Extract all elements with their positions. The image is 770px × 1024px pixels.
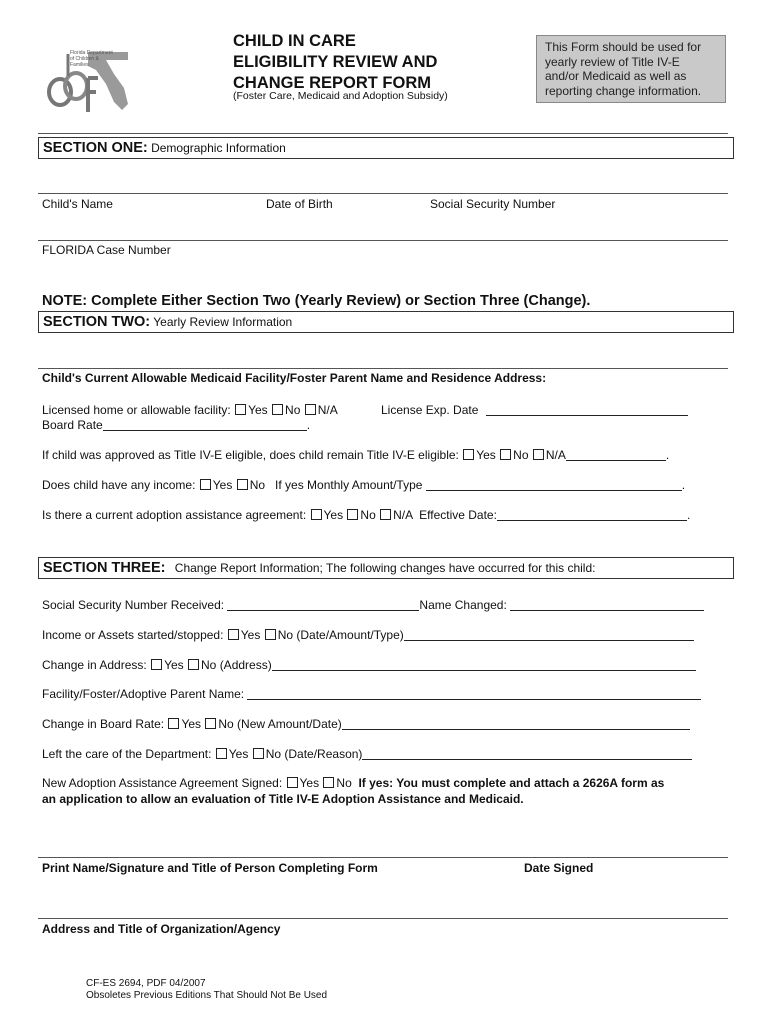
period: . (686, 508, 691, 522)
income-assets-input[interactable] (404, 629, 694, 641)
left-care-no-checkbox[interactable] (253, 748, 264, 759)
title-ive-yes-checkbox[interactable] (463, 449, 474, 460)
licensed-no-checkbox[interactable] (272, 404, 283, 415)
adoption-yes-checkbox[interactable] (311, 509, 322, 520)
facility-parent-input[interactable] (247, 688, 701, 700)
license-exp-label: License Exp. Date (381, 403, 479, 417)
title-line-3: CHANGE REPORT FORM (233, 74, 431, 92)
form-id: CF-ES 2694, PDF 04/2007 (86, 978, 206, 989)
new-adoption-row (42, 776, 664, 790)
yes-label: Yes (181, 717, 202, 731)
na-label: N/A (545, 448, 566, 462)
board-rate-yes-checkbox[interactable] (168, 718, 179, 729)
board-rate-input[interactable] (103, 419, 307, 431)
new-adoption-no-checkbox[interactable] (323, 777, 334, 788)
case-number-label: FLORIDA Case Number (42, 243, 171, 257)
print-name-label: Print Name/Signature and Title of Person Completing Form (42, 861, 378, 875)
no-label: No (513, 448, 529, 462)
ssn-received-input[interactable] (227, 599, 419, 611)
adoption-instruction-1: If yes: You must complete and attach a 2626A form as (358, 776, 665, 790)
ssn-received-label: Social Security Number Received: (42, 598, 225, 612)
facility-field-line[interactable] (38, 368, 728, 369)
new-amount-label: No (New Amount/Date) (218, 717, 342, 731)
income-yes-checkbox[interactable] (200, 479, 211, 490)
adoption-question: Is there a current adoption assistance agreement: (42, 508, 307, 522)
facility-parent-label: Facility/Foster/Adoptive Parent Name: (42, 687, 245, 701)
left-care-yes-checkbox[interactable] (216, 748, 227, 759)
address-field-line[interactable] (38, 918, 728, 919)
yes-label: Yes (476, 448, 496, 462)
yes-label: Yes (228, 747, 249, 761)
section-instruction-note: NOTE: Complete Either Section Two (Yearly Review) or Section Three (Change). (42, 293, 591, 309)
income-assets-no-checkbox[interactable] (265, 629, 276, 640)
na-label: N/A (393, 508, 413, 522)
income-no-checkbox[interactable] (237, 479, 248, 490)
period: . (681, 478, 686, 492)
na-label: N/A (317, 403, 338, 417)
change-address-no-checkbox[interactable] (188, 659, 199, 670)
section-two-title: SECTION TWO: (43, 314, 151, 330)
adoption-na-checkbox[interactable] (380, 509, 391, 520)
section-one-desc: Demographic Information (151, 141, 286, 155)
board-rate-change-row (42, 717, 690, 731)
name-changed-input[interactable] (510, 599, 704, 611)
yes-label: Yes (240, 628, 261, 642)
board-rate-label: Board Rate (42, 418, 103, 432)
divider (38, 133, 728, 134)
ssn-received-row (42, 598, 704, 612)
effective-date-label: Effective Date: (419, 508, 497, 522)
title-ive-row (42, 448, 669, 462)
new-adoption-yes-checkbox[interactable] (287, 777, 298, 788)
period: . (665, 448, 670, 462)
name-changed-label: Name Changed: (419, 598, 507, 612)
facility-parent-row (42, 687, 701, 701)
income-assets-yes-checkbox[interactable] (228, 629, 239, 640)
section-three-header (38, 557, 734, 579)
income-row (42, 478, 685, 492)
period: . (306, 418, 311, 432)
no-label: No (336, 776, 352, 790)
board-rate-change-input[interactable] (342, 718, 690, 730)
dob-label: Date of Birth (266, 197, 333, 211)
income-assets-label: Income or Assets started/stopped: (42, 628, 224, 642)
form-title (233, 31, 533, 94)
date-signed-label: Date Signed (524, 861, 594, 875)
childs-name-field-line[interactable] (38, 193, 728, 194)
yes-label: Yes (212, 478, 233, 492)
income-assets-row (42, 628, 694, 642)
yes-label: Yes (248, 403, 268, 417)
left-care-row (42, 747, 692, 761)
case-number-field-line[interactable] (38, 240, 728, 241)
title-ive-no-checkbox[interactable] (500, 449, 511, 460)
usage-note-box: This Form should be used for yearly review of Title IV-E and/or Medicaid as well as reporting change information. (536, 35, 726, 103)
licensed-yes-checkbox[interactable] (235, 404, 246, 415)
board-rate-row (42, 418, 310, 432)
income-question: Does child have any income: (42, 478, 196, 492)
section-three-desc: Change Report Information; The following changes have occurred for this child: (174, 561, 596, 575)
left-care-input[interactable] (362, 748, 692, 760)
change-address-yes-checkbox[interactable] (151, 659, 162, 670)
section-three-title: SECTION THREE: (43, 560, 166, 576)
change-address-label: Change in Address: (42, 658, 147, 672)
section-two-header (38, 311, 734, 333)
form-subtitle: (Foster Care, Medicaid and Adoption Subsidy) (233, 90, 448, 102)
dcf-logo (44, 44, 132, 116)
address-title-label: Address and Title of Organization/Agency (42, 922, 281, 936)
obsoletes-note: Obsoletes Previous Editions That Should Not Be Used (86, 990, 328, 1001)
address-label: No (Address) (201, 658, 272, 672)
section-one-header (38, 137, 734, 159)
monthly-amount-input[interactable] (426, 479, 682, 491)
change-address-row (42, 658, 696, 672)
board-rate-no-checkbox[interactable] (205, 718, 216, 729)
monthly-amount-label: If yes Monthly Amount/Type (275, 478, 423, 492)
title-ive-na-checkbox[interactable] (533, 449, 544, 460)
title-ive-na-input[interactable] (566, 449, 666, 461)
section-one-title: SECTION ONE: (43, 140, 148, 156)
childs-name-label: Child's Name (42, 197, 113, 211)
licensed-label: Licensed home or allowable facility: (42, 403, 231, 417)
section-two-desc: Yearly Review Information (153, 315, 293, 329)
licensed-row (42, 403, 338, 417)
date-reason-label: No (Date/Reason) (265, 747, 363, 761)
no-label: No (249, 478, 266, 492)
date-amount-type-label: No (Date/Amount/Type) (277, 628, 404, 642)
signature-field-line[interactable] (38, 857, 728, 858)
adoption-instruction-2: an application to allow an evaluation of Title IV-E Adoption Assistance and Medicaid. (42, 792, 524, 806)
no-label: No (285, 403, 301, 417)
yes-label: Yes (164, 658, 184, 672)
title-line-1: CHILD IN CARE (233, 32, 356, 50)
yes-label: Yes (323, 508, 344, 522)
left-care-label: Left the care of the Department: (42, 747, 212, 761)
change-address-input[interactable] (272, 659, 696, 671)
adoption-row (42, 508, 690, 522)
no-label: No (360, 508, 376, 522)
title-line-2: ELIGIBILITY REVIEW AND (233, 53, 438, 71)
adoption-no-checkbox[interactable] (347, 509, 358, 520)
board-rate-change-label: Change in Board Rate: (42, 717, 165, 731)
licensed-na-checkbox[interactable] (305, 404, 316, 415)
license-exp-row (381, 403, 688, 417)
facility-heading: Child's Current Allowable Medicaid Facility/Foster Parent Name and Residence Address: (42, 371, 547, 385)
effective-date-input[interactable] (497, 509, 687, 521)
ssn-label: Social Security Number (430, 197, 556, 211)
license-exp-input[interactable] (486, 404, 688, 416)
yes-label: Yes (299, 776, 320, 790)
title-ive-question: If child was approved as Title IV-E eligible, does child remain Title IV-E eligible: (42, 448, 459, 462)
new-adoption-label: New Adoption Assistance Agreement Signed: (42, 776, 283, 790)
logo-caption: Florida Department of Children & Families (70, 50, 113, 68)
